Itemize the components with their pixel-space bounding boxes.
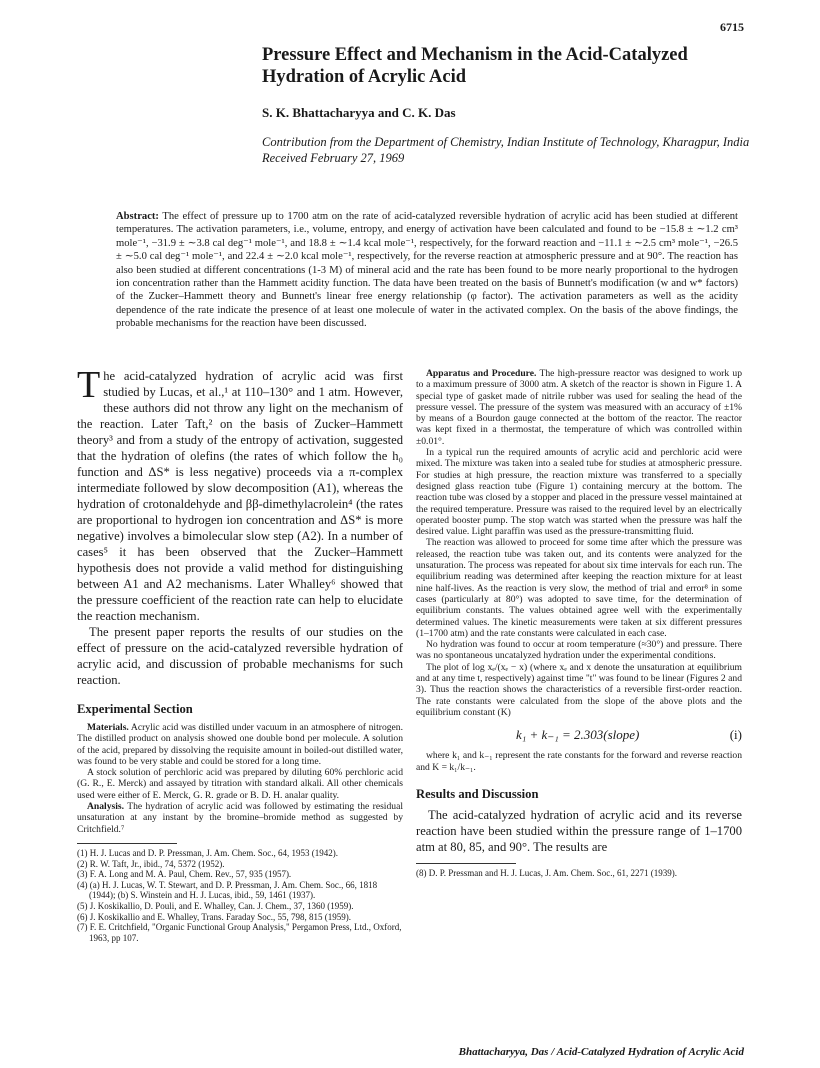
abstract	[116, 210, 738, 331]
apparatus-label: Apparatus and Procedure.	[426, 368, 537, 379]
materials-label: Materials.	[87, 722, 129, 733]
right-column	[416, 368, 742, 878]
procedure-paragraph: The plot of log xₑ/(xₑ − x) (where xₑ and x denote the unsaturation at equilibrium and at any time t, respectively) against time "t" was found to be linear (Figures 2 and 3). Thus the reaction shows the characteristics of a reversible first-order reaction. The rate constants were calculated from the slope of the above plots and the equilibrium constant (K)	[416, 661, 742, 718]
abstract-text: The effect of pressure up to 1700 atm on the rate of acid-catalyzed reversible hydration of acrylic acid has been studied at different temperatures. The activation parameters, i.e., volume, entropy, and energy of activation have been calculated and found to be −15.8 ± ∼1.2 cm³ mole⁻¹, −31.9 ± ∼3.8 cal deg⁻¹ mole⁻¹, and 18.8 ± ∼1.4 kcal mole⁻¹, respectively, for the forward reaction and −11.1 ± ∼2.5 cm³ mole⁻¹, −26.5 ± ∼5.0 cal deg⁻¹ mole⁻¹, and 22.4 ± ∼2.0 kcal mole⁻¹, respectively, for the reverse reaction at atmospheric pressure and at 90°. The reaction has also been studied at different concentrations (1-3 M) of mineral acid and the rate has been found to be more nearly proportional to the hydrogen ion concentration rather than the Hammett acidity function. The data have been treated on the basis of Bunnett's modification (w and w* factors) of the Zucker–Hammett theory and Bunnett's linear free energy relationship (φ factor). The activation parameters as well as the acidity dependence of the rate indicate the presence of at least one molecule of water in the activated complex. On the basis of the above findings, the probable mechanisms for the reaction have been discussed.	[116, 211, 738, 330]
procedure-paragraph: The reaction was allowed to proceed for some time after which the pressure was released, the reaction tube was taken out, and its contents were analyzed for the unsaturation. The process was repeated for about six time intervals for each run. The equilibrium reading was determined after keeping the reaction mixture for at least nine half-lives. As the reaction is very slow, the method of trial and error⁸ in some cases (particularly at 80°) was adopted to save time, for the determination of equilibrium constants. The values obtained agree well with the experimentally determined values. The kinetic measurements were taken at six different pressures (1–1700 atm) and the rate constants were calculated in each case.	[416, 537, 742, 639]
authors: S. K. Bhattacharyya and C. K. Das	[262, 105, 456, 120]
equation-number: (i)	[729, 727, 742, 743]
article-header	[262, 44, 762, 166]
left-column	[77, 364, 403, 943]
procedure-paragraph: where k₁ and k₋₁ represent the rate constants for the forward and reverse reaction and K = k₁/k₋₁.	[416, 750, 742, 773]
analysis-text: The hydration of acrylic acid was followed by estimating the residual unsaturation at any instant by the bromine–bromide method as suggested by Critchfield.⁷	[77, 801, 403, 835]
footnote: (7) F. E. Critchfield, "Organic Functional Group Analysis," Pergamon Press, Ltd., Oxford, 1963, pp 107.	[77, 922, 402, 943]
footnote-divider	[77, 843, 177, 844]
intro-paragraph-2: The present paper reports the results of our studies on the effect of pressure on the acid-catalyzed reversible hydration of acrylic acid, and discussion of probable mechanisms for such reaction.	[77, 625, 403, 687]
materials-paragraph	[77, 722, 403, 767]
section-heading-results: Results and Discussion	[416, 786, 539, 801]
intro-paragraph-1	[77, 364, 403, 624]
intro-text-1: he acid-catalyzed hydration of acrylic acid was first studied by Lucas, et al.,¹ at 110–130° and 1 atm. However, these authors did not throw any light on the mechanism of the reaction. Later Taft,² on the basis of Zucker–Hammett theory³ and from a study of the entropy of activation, suggested that the hydration of olefins (the rates of which follow the h₀ function and ΔS* is less negative) proceeds via a π-complex intermediate followed by slow decomposition (A1), whereas the hydration of crotonaldehyde and ββ-dimethylacrolein⁴ (the rates are proportional to hydrogen ion concentration and ΔS* is more negative) involves a bimolecular slow step (A2). In a number of cases⁵ it has been observed that the Zucker–Hammett hypothesis does not provide a valid method for distinguishing between A1 and A2 mechanisms. Later Whalley⁶ showed that the pressure coefficient of the reaction rate can help to elucidate the reaction mechanism.	[77, 369, 403, 623]
analysis-label: Analysis.	[87, 801, 125, 813]
section-heading-experimental: Experimental Section	[77, 702, 193, 716]
footnote: (5) J. Koskikallio, D. Pouli, and E. Whalley, Can. J. Chem., 37, 1360 (1959).	[77, 900, 354, 911]
affiliation: Contribution from the Department of Chemistry, Indian Institute of Technology, Kharagpur, India Received February 27, 1969	[262, 135, 750, 165]
analysis-paragraph	[77, 801, 403, 835]
procedure-paragraph: In a typical run the required amounts of acrylic acid and perchloric acid were mixed. The mixture was taken into a sealed tube for studies at atmospheric pressure. For studies at high pressure, the reaction mixture was transferred to a specially designed glass reaction tube (Figure 1) containing mercury at the bottom. The reaction tube was closed by a stopper and placed in the pressure vessel maintained at the required temperature. Pressure was raised to the required level by an electrically operated booster pump. The stop watch was started when the pressure was half the desired value. Light paraffin was used as the pressure-transmitting fluid.	[416, 447, 742, 538]
apparatus-text: The high-pressure reactor was designed to work up to a maximum pressure of 3000 atm. A sketch of the reactor is shown in Figure 1. A special type of gasket made of nitrile rubber was used for sealing the head of the pressure vessel. The pressure of the system was measured with an accuracy of ±1% by means of a Bourdon gauge connected at the bottom of the reactor. The reactor was kept fixed in a thermostat, the temperature of which was controlled within ±0.01°.	[416, 368, 742, 447]
running-footer: Bhattacharyya, Das / Acid-Catalyzed Hydration of Acrylic Acid	[458, 1046, 744, 1058]
materials-paragraph-2: A stock solution of perchloric acid was prepared by diluting 60% perchloric acid (G. R., E. Merck) and assayed by titration with standard alkali. All other chemicals used were either of E. Merck, G. R. grade or B. D. H. analar quality.	[77, 767, 403, 801]
footnote: (4) (a) H. J. Lucas, W. T. Stewart, and D. P. Pressman, J. Am. Chem. Soc., 66, 1818 (1944); (b) S. Winstein and H. J. Lucas, ibid., 59, 1461 (1937).	[77, 879, 378, 901]
footnote: (2) R. W. Taft, Jr., ibid., 74, 5372 (1952).	[77, 858, 225, 869]
equation-body: k₁ + k₋₁ = 2.303(slope)	[516, 727, 640, 743]
apparatus-paragraph	[416, 368, 742, 447]
page-number: 6715	[720, 20, 744, 34]
footnote: (1) H. J. Lucas and D. P. Pressman, J. Am. Chem. Soc., 64, 1953 (1942).	[77, 847, 338, 858]
abstract-label: Abstract:	[116, 211, 159, 222]
equation-i	[416, 727, 742, 743]
drop-cap: T	[77, 364, 101, 406]
footnote: (6) J. Koskikallio and E. Whalley, Trans. Faraday Soc., 55, 798, 815 (1959).	[77, 911, 351, 922]
footnote: (8) D. P. Pressman and H. J. Lucas, J. Am. Chem. Soc., 61, 2271 (1939).	[416, 867, 677, 878]
footnote: (3) F. A. Long and M. A. Paul, Chem. Rev., 57, 935 (1957).	[77, 869, 292, 880]
materials-text: Acrylic acid was distilled under vacuum in an atmosphere of nitrogen. The distilled product on analysis showed one double bond per molecule. A solution of the acid, prepared by dissolving the requisite amount in boiled-out distilled water, was found to be very stable and could be stored for a long time.	[77, 722, 403, 767]
results-paragraph: The acid-catalyzed hydration of acrylic acid and its reverse reaction have been studied within the pressure range of 1–1700 atm at 80, 85, and 90°. The results are	[416, 807, 742, 854]
procedure-paragraph: No hydration was found to occur at room temperature (≈30°) and pressure. There was no spontaneous uncatalyzed hydration under the experimental conditions.	[416, 639, 742, 662]
footnote-divider	[416, 863, 516, 864]
article-title: Pressure Effect and Mechanism in the Acid-Catalyzed Hydration of Acrylic Acid	[262, 45, 688, 87]
